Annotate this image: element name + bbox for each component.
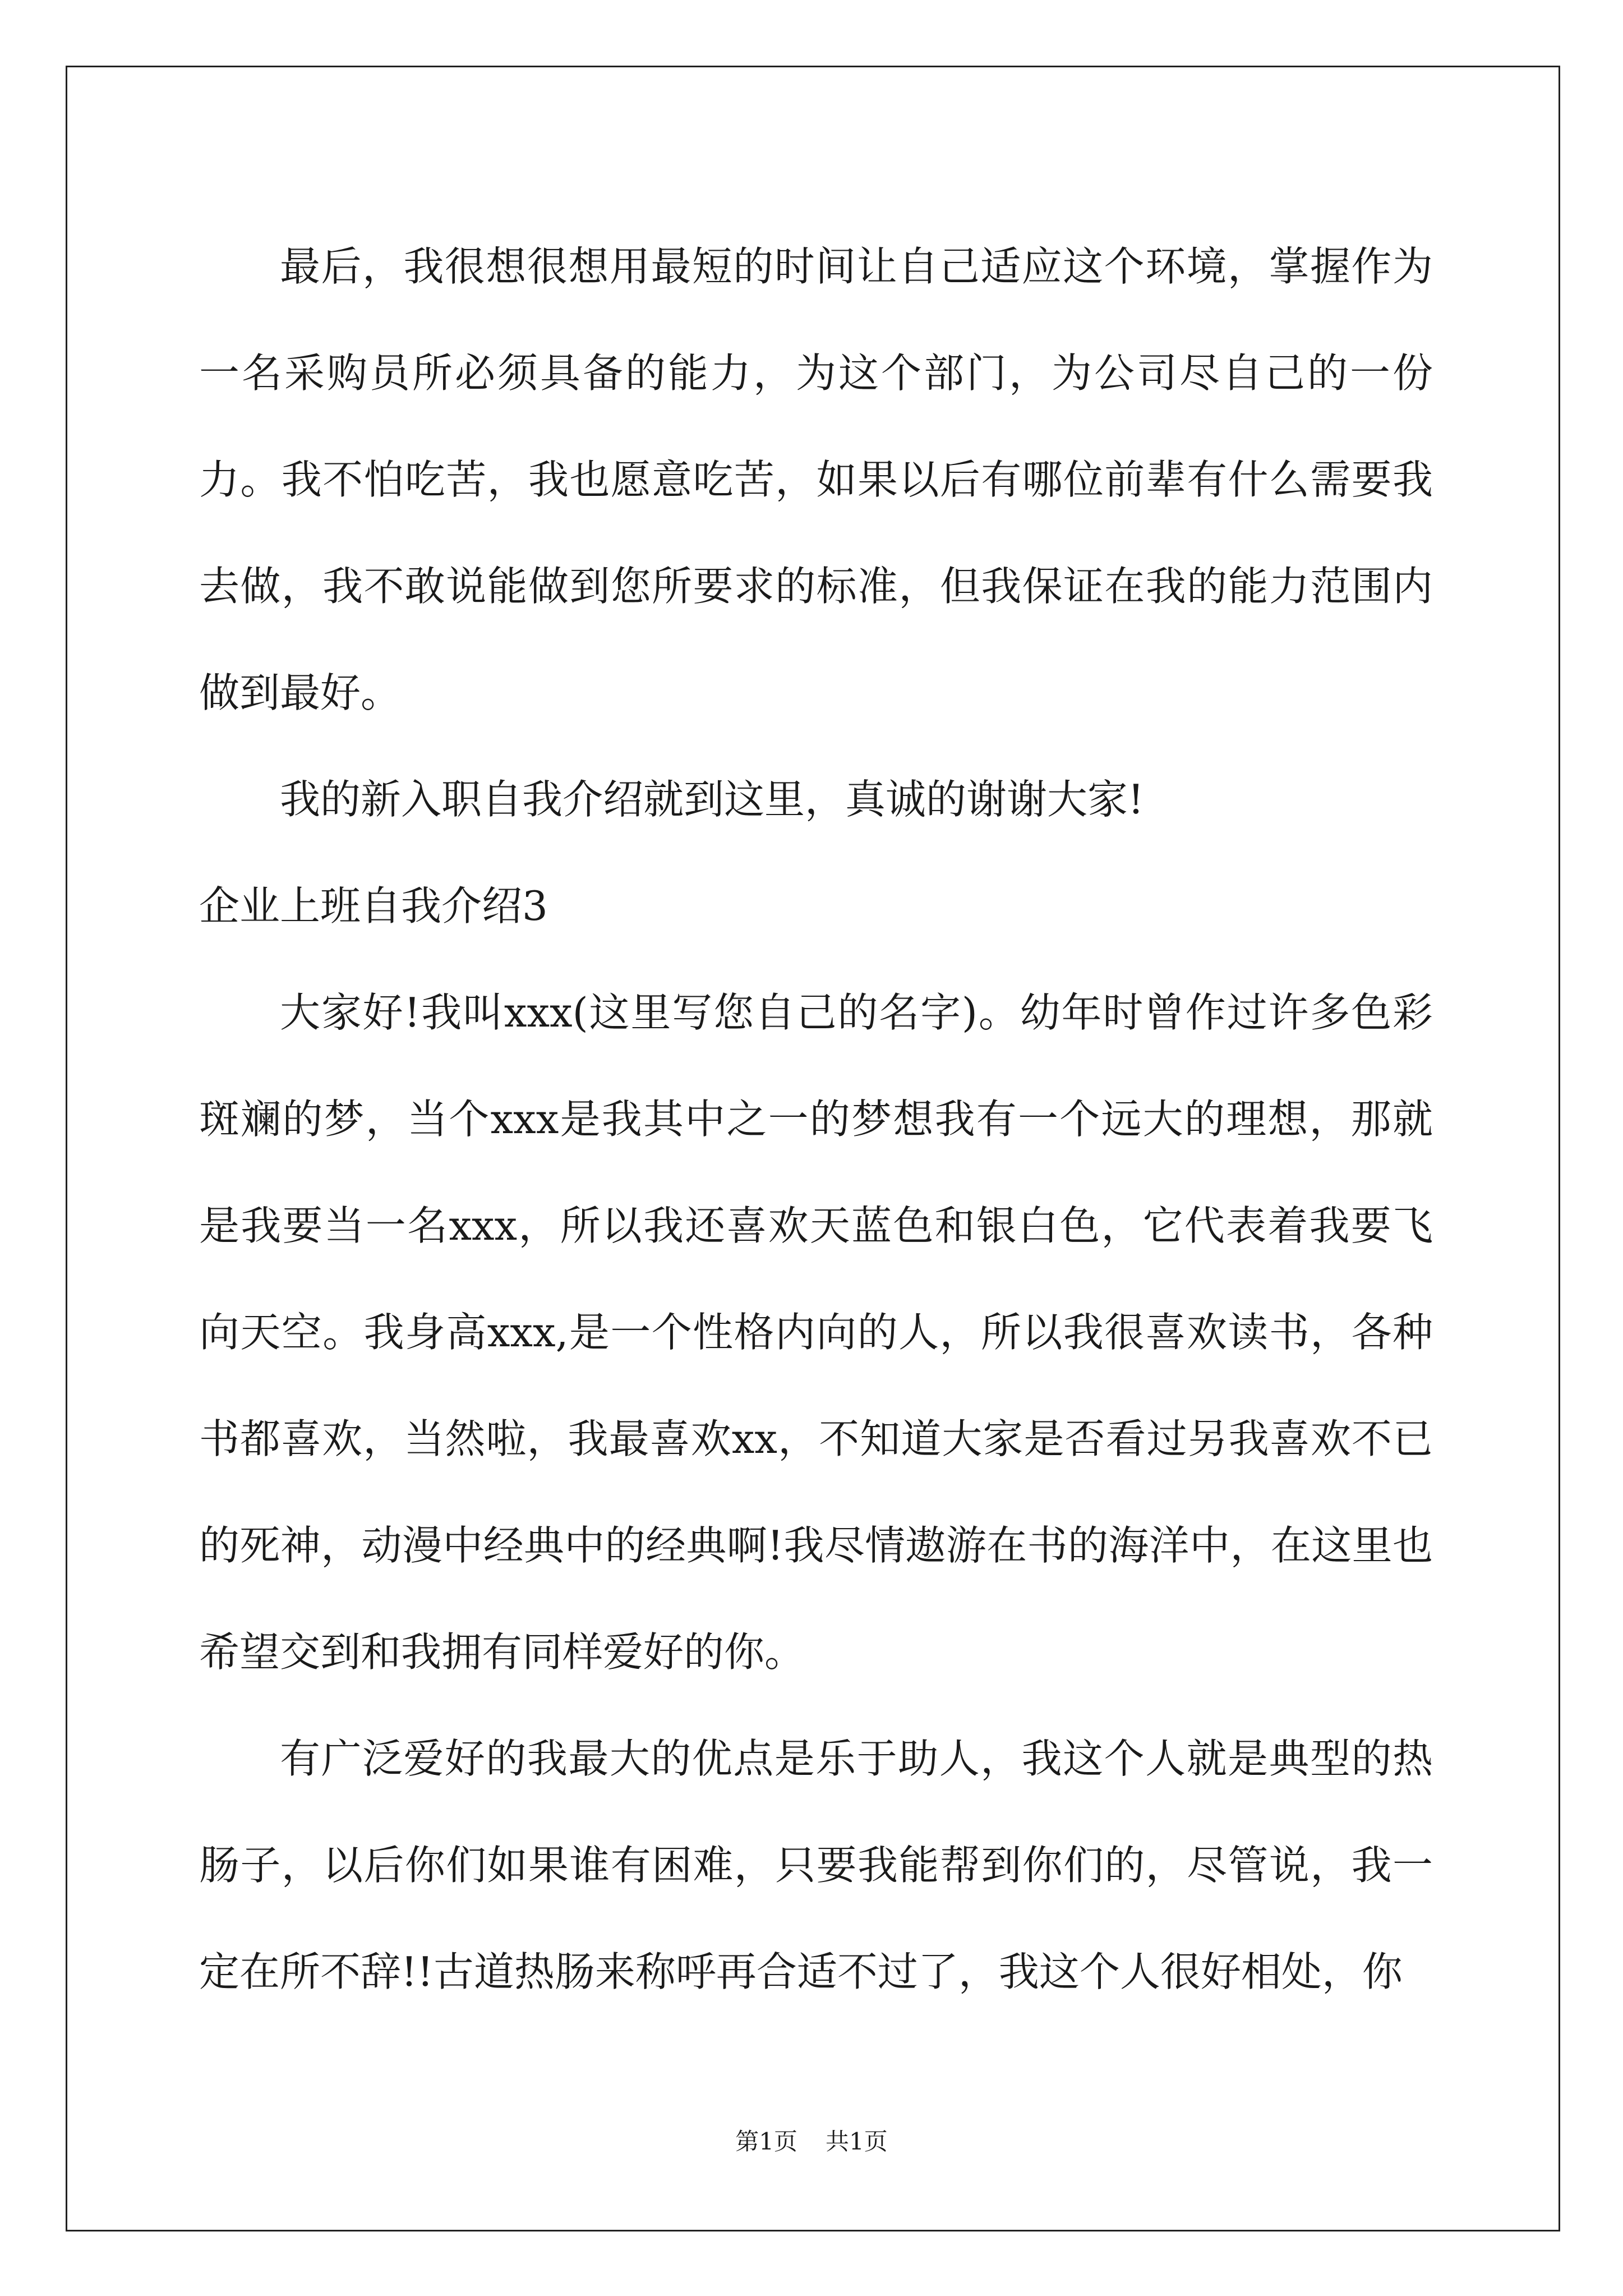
paragraph: 有广泛爱好的我最大的优点是乐于助人，我这个人就是典型的热肠子，以后你们如果谁有困难，只要我能帮到你们的，尽管说，我一定在所不辞!!古道热肠来称呼再合适不过了，我这个人很好相处，你 bbox=[199, 1735, 1433, 1995]
paragraph: 最后，我很想很想用最短的时间让自己适应这个环境，掌握作为一名采购员所必须具备的能力，为这个部门，为公司尽自己的一份力。我不怕吃苦，我也愿意吃苦，如果以后有哪位前辈有什么需要我去做，我不敢说能做到您所要求的标准，但我保证在我的能力范围内做到最好。 bbox=[199, 243, 1433, 716]
page-total: 共1页 bbox=[826, 2128, 888, 2155]
paragraph: 我的新入职自我介绍就到这里，真诚的谢谢大家! bbox=[280, 776, 1144, 823]
document-body bbox=[199, 213, 1433, 2025]
page-footer bbox=[0, 2123, 1623, 2157]
section-heading: 企业上班自我介绍3 bbox=[199, 882, 548, 930]
paragraph: 大家好!我叫xxx(这里写您自己的名字)。幼年时曾作过许多色彩斑斓的梦，当个xxx是我其中之一的梦想我有一个远大的理想，那就是我要当一名xxx，所以我还喜欢天蓝色和银白色，它代表着我要飞向天空。我身高xxx,是一个性格内向的人，所以我很喜欢读书，各种书都喜欢，当然啦，我最喜欢xx，不知道大家是否看过另我喜欢不已的死神，动漫中经典中的经典啊!我尽情遨游在书的海洋中，在这里也希望交到和我拥有同样爱好的你。 bbox=[199, 989, 1433, 1676]
page-number: 第1页 bbox=[735, 2128, 797, 2155]
